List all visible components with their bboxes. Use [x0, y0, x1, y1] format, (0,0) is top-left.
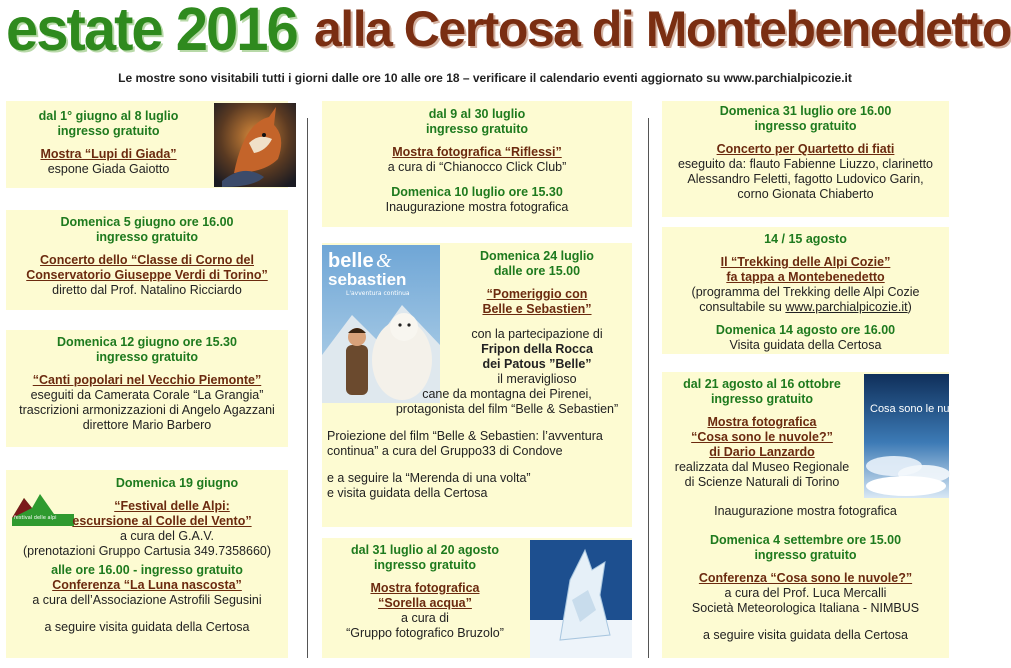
event-title: Mostra fotografica “Riflessi”	[392, 145, 562, 159]
event-desc-line2: consultabile su www.parchialpicozie.it)	[699, 300, 912, 314]
event-desc-line1: a cura di	[401, 611, 449, 625]
event-desc-line1: eseguiti da Camerata Corale “La Grangia”	[30, 388, 264, 402]
event-title-line1: “Festival delle Alpi:	[114, 499, 230, 513]
guest-desc1: il meraviglioso	[497, 372, 577, 386]
wolf-painting-image	[214, 103, 296, 187]
event-festival-alpi	[6, 470, 288, 658]
event-entry: ingresso gratuito	[425, 122, 529, 136]
event-title-line3: di Dario Lanzardo	[709, 445, 815, 459]
poster-subtitle: L'avventura continua	[346, 290, 410, 297]
poster-amp: &	[376, 250, 392, 272]
event-desc-line2: di Scienze Naturali di Torino	[684, 475, 840, 489]
title-right: alla Certosa di Montebenedetto	[314, 1, 1011, 57]
event-title-line1: “Pomeriggio con	[486, 287, 588, 301]
event-title-line2: “Cosa sono le nuvole?”	[691, 430, 833, 444]
event-quartetto-fiati	[662, 101, 949, 217]
event-date: Domenica 12 giugno ore 15.30	[57, 335, 237, 349]
event-trekking-alpi	[662, 227, 949, 354]
event-title-line2: Belle e Sebastien”	[482, 302, 592, 316]
event-date: dal 1° giugno al 8 luglio	[38, 109, 179, 123]
event-desc-line1: eseguito da: flauto Fabienne Liuzzo, clarinetto	[677, 157, 934, 171]
event-title: “Canti popolari nel Vecchio Piemonte”	[32, 373, 262, 387]
event-title-line2: Conservatorio Giuseppe Verdi di Torino”	[26, 268, 268, 282]
event-desc-line2: “Gruppo fotografico Bruzolo”	[346, 626, 504, 640]
snack-line2: e visita guidata della Certosa	[327, 486, 488, 500]
participation-intro: con la partecipazione di	[471, 327, 603, 341]
event-date: Domenica 19 giugno	[115, 476, 239, 490]
event-entry-2: ingresso gratuito	[754, 548, 857, 562]
event-belle-sebastien	[322, 243, 632, 527]
event-date-2: Domenica 4 settembre ore 15.00	[709, 533, 902, 547]
event-date-2: Domenica 14 agosto ore 16.00	[715, 323, 896, 337]
inauguration-note: Inaugurazione mostra fotografica	[714, 504, 897, 518]
event-date: Domenica 5 giugno ore 16.00	[60, 215, 234, 229]
event-title-line2: fa tappa a Montebenedetto	[726, 270, 885, 284]
event-entry: ingresso gratuito	[710, 392, 814, 406]
conference-speaker: a cura del Prof. Luca Mercalli	[724, 586, 887, 600]
event-desc-line3: corno Gionata Chiaberto	[737, 187, 874, 201]
event-desc-line1: (programma del Trekking delle Alpi Cozie	[691, 285, 920, 299]
event-title-line2: escursione al Colle del Vento”	[72, 514, 252, 528]
event-date: Domenica 31 luglio ore 16.00	[719, 104, 892, 118]
parchi-link[interactable]: www.parchialpicozie.it	[785, 300, 908, 314]
logo-text: festival delle alpi	[14, 515, 57, 521]
event-date: dal 31 luglio al 20 agosto	[351, 543, 499, 557]
conference-org: Società Meteorologica Italiana - NIMBUS	[691, 601, 920, 615]
event-date: 14 / 15 agosto	[764, 232, 847, 246]
event-desc-line1: realizzata dal Museo Regionale	[674, 460, 850, 474]
poster-title-sebastien: sebastien	[328, 270, 407, 289]
event-title: Concerto per Quartetto di fiati	[716, 142, 895, 156]
event-desc-2: Visita guidata della Certosa	[729, 338, 882, 352]
event-title-line1: Concerto dello “Classe di Corno del	[40, 253, 254, 267]
event-desc-line2: (prenotazioni Gruppo Cartusia 349.7358660)	[22, 544, 272, 558]
nuvole-poster	[864, 374, 976, 498]
event-sorella-acqua	[322, 538, 632, 658]
belle-sebastien-poster	[322, 245, 440, 403]
guest-desc2: cane da montagna dei Pirenei,	[422, 387, 592, 401]
event-desc-line2: trascrizioni armonizzazioni di Angelo Agazzani	[19, 403, 275, 417]
guest-desc3: protagonista del film “Belle & Sebastien”	[395, 402, 619, 416]
event-cosa-sono-le-nuvole	[662, 372, 976, 658]
event-entry: ingresso gratuito	[95, 350, 199, 364]
event-riflessi	[322, 101, 632, 227]
event-canti-popolari	[6, 330, 288, 447]
event-date-2: Domenica 10 luglio ore 15.30	[391, 185, 563, 199]
event-time: dalle ore 15.00	[493, 264, 581, 278]
event-title-line1: Il “Trekking delle Alpi Cozie”	[720, 255, 891, 269]
event-entry: ingresso gratuito	[373, 558, 477, 572]
event-entry: ingresso gratuito	[754, 119, 857, 133]
event-concerto-corno	[6, 210, 288, 310]
event-title: Mostra “Lupi di Giada”	[40, 147, 177, 161]
column-divider-2	[648, 118, 649, 658]
visit-note: a seguire visita guidata della Certosa	[703, 628, 908, 642]
event-title-line1: Mostra fotografica	[370, 581, 480, 595]
event-desc: a cura di “Chianocco Click Club”	[387, 160, 567, 174]
conference-desc: a cura dell’Associazione Astrofili Segusini	[32, 593, 262, 607]
visit-note: a seguire visita guidata della Certosa	[44, 620, 250, 634]
conference-title: Conferenza “Cosa sono le nuvole?”	[698, 571, 913, 585]
event-date: dal 9 al 30 luglio	[428, 107, 526, 121]
title-left: estate 2016	[6, 0, 297, 64]
nuvole-poster-text: Cosa sono le nuvole?	[870, 403, 976, 415]
event-desc: diretto dal Prof. Natalino Ricciardo	[52, 283, 242, 297]
event-desc-line1: a cura del G.A.V.	[119, 529, 215, 543]
event-desc-2: Inaugurazione mostra fotografica	[385, 200, 569, 214]
event-desc: espone Giada Gaiotto	[47, 162, 170, 176]
event-title-line2: “Sorella acqua”	[378, 596, 472, 610]
projection-line1: Proiezione del film “Belle & Sebastien: l’avventura	[327, 429, 603, 443]
event-entry: ingresso gratuito	[95, 230, 199, 244]
guest-line2: dei Patous ”Belle”	[482, 357, 592, 371]
snack-line1: e a seguire la “Merenda di una volta”	[327, 471, 531, 485]
event-time: alle ore 16.00 - ingresso gratuito	[51, 563, 243, 577]
projection-line2: continua” a cura del Gruppo33 di Condove	[327, 444, 563, 458]
event-title-line1: Mostra fotografica	[707, 415, 817, 429]
ice-sculpture-image	[530, 540, 632, 658]
conference-title: Conferenza “La Luna nascosta”	[52, 578, 242, 592]
column-divider-1	[307, 118, 308, 658]
event-lupi-di-giada	[6, 101, 288, 188]
poster-title-belle: belle	[328, 250, 374, 272]
subtitle: Le mostre sono visitabili tutti i giorni dalle ore 10 alle ore 18 – verificare il calendario eventi aggiornato su www.parchialpicozie.it	[118, 71, 852, 85]
event-date: Domenica 24 luglio	[480, 249, 594, 263]
guest-line1: Fripon della Rocca	[481, 342, 593, 356]
event-desc-line2: Alessandro Feletti, fagotto Ludovico Garin,	[687, 172, 924, 186]
event-desc-line3: direttore Mario Barbero	[82, 418, 212, 432]
event-date: dal 21 agosto al 16 ottobre	[683, 377, 841, 391]
event-entry: ingresso gratuito	[57, 124, 160, 138]
